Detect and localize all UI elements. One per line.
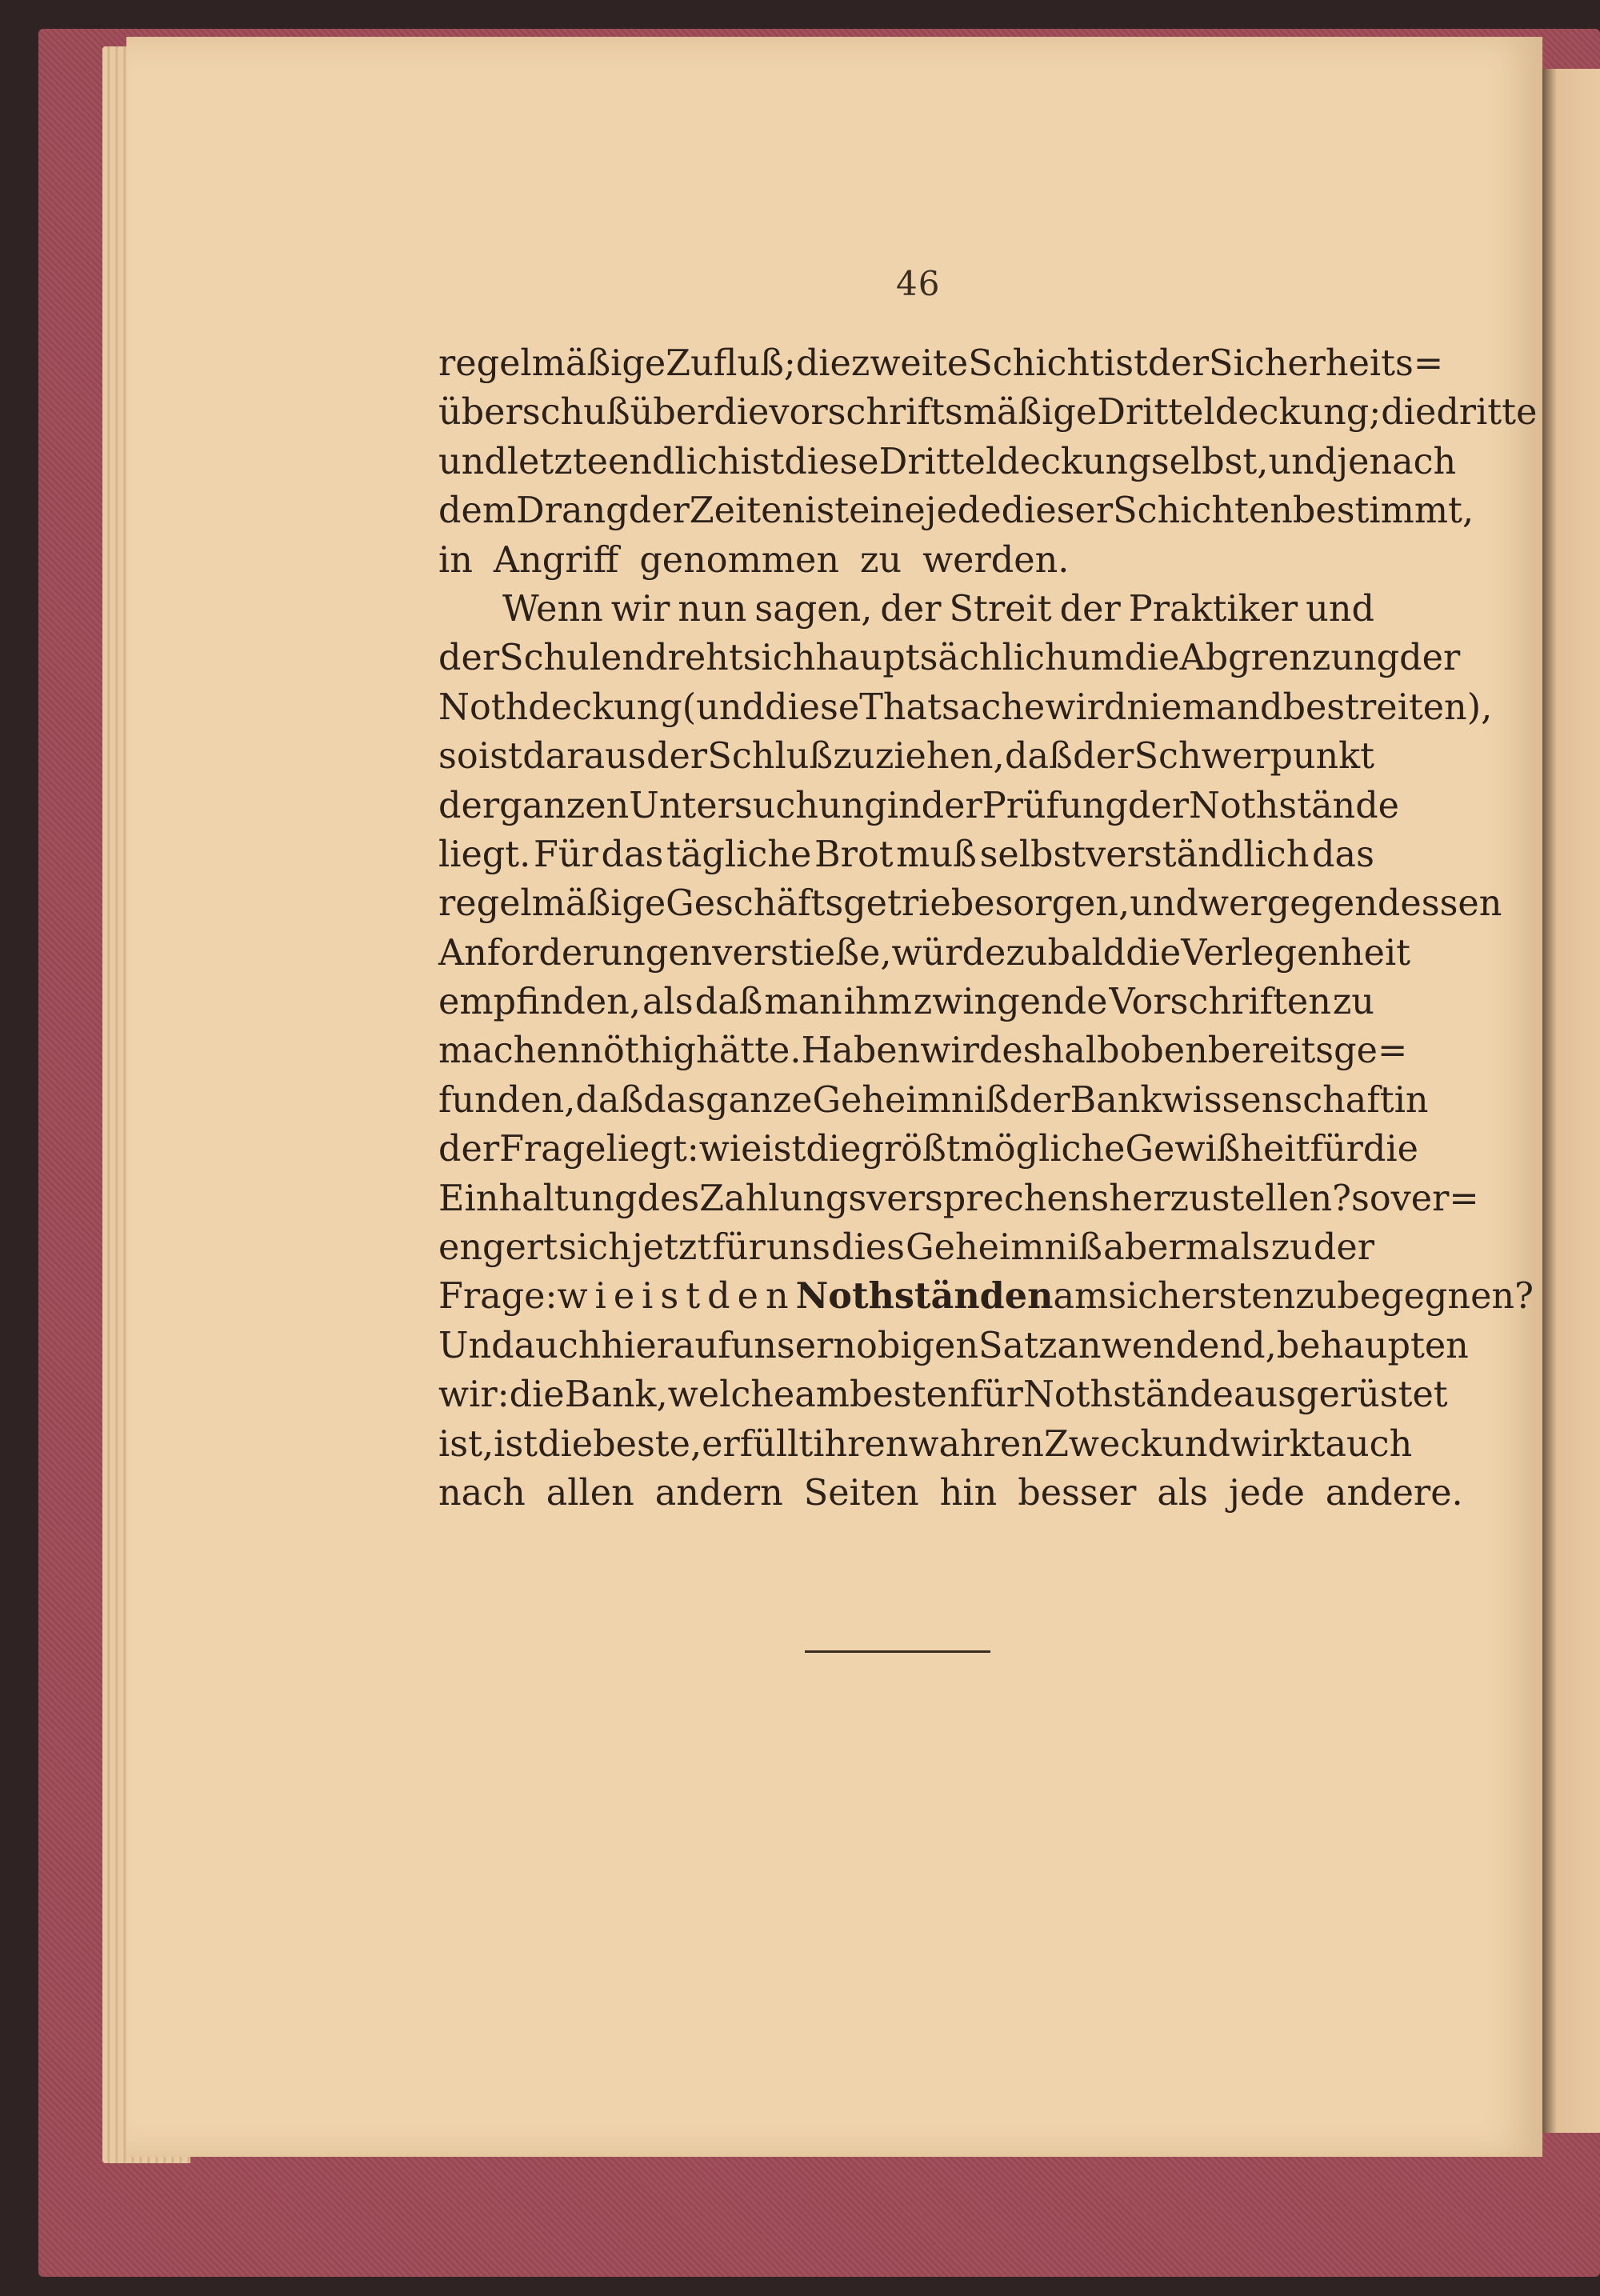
word: daß bbox=[1005, 736, 1073, 778]
word: Geheimniß bbox=[906, 1227, 1103, 1269]
word: ist, bbox=[438, 1423, 494, 1465]
word: Schicht bbox=[968, 343, 1104, 384]
word: der bbox=[921, 785, 982, 826]
word: dem bbox=[438, 490, 517, 532]
word: Zweck bbox=[1043, 1423, 1162, 1465]
word: dreht bbox=[645, 638, 743, 679]
word: zweite bbox=[850, 343, 969, 384]
word: zu bbox=[1332, 982, 1374, 1023]
word: dieser bbox=[1001, 490, 1114, 532]
word: Seiten bbox=[803, 1472, 919, 1514]
word: Zeiten bbox=[689, 490, 806, 532]
word: bestimmt, bbox=[1292, 490, 1474, 532]
word: überschuß bbox=[438, 392, 630, 434]
word: Haben bbox=[801, 1030, 921, 1072]
word: der bbox=[1059, 588, 1121, 630]
word: Frage: bbox=[438, 1276, 558, 1318]
word: andere. bbox=[1325, 1472, 1463, 1514]
word: verstieße, bbox=[712, 932, 892, 974]
word: Praktiker bbox=[1128, 588, 1298, 630]
word: sich bbox=[742, 638, 816, 679]
text-line bbox=[438, 1223, 1374, 1272]
word: ist bbox=[1103, 343, 1148, 384]
word: Nothstände bbox=[1022, 1374, 1234, 1416]
word: der bbox=[1147, 343, 1210, 384]
word: ist bbox=[478, 736, 522, 778]
word: hätte. bbox=[696, 1030, 802, 1072]
word: Bankwissenschaft bbox=[1070, 1079, 1394, 1121]
word: nöthig bbox=[580, 1030, 697, 1072]
word: zu bbox=[1295, 1276, 1338, 1318]
word: den bbox=[707, 1276, 796, 1318]
word: Wenn bbox=[502, 588, 603, 630]
word: Frage bbox=[499, 1129, 606, 1170]
word: endlich bbox=[607, 441, 741, 482]
word: ihm bbox=[843, 982, 912, 1023]
word: Thatsache bbox=[859, 686, 1046, 728]
word: als bbox=[642, 982, 694, 1023]
word: der bbox=[1073, 736, 1134, 778]
word: engert bbox=[438, 1227, 558, 1269]
word: ganzen bbox=[499, 785, 630, 826]
word: hin bbox=[939, 1472, 998, 1514]
word: hierauf bbox=[601, 1325, 731, 1366]
word: wir bbox=[610, 588, 670, 630]
word: Für bbox=[534, 834, 598, 875]
word: liegt: bbox=[606, 1129, 699, 1170]
word: größtmögliche bbox=[861, 1129, 1126, 1170]
facing-page-edge bbox=[1542, 69, 1600, 2133]
word: machen bbox=[438, 1030, 581, 1072]
word: das bbox=[643, 1079, 706, 1121]
word: tägliche bbox=[666, 834, 812, 875]
word: daß bbox=[694, 982, 763, 1023]
word: wir: bbox=[438, 1374, 510, 1416]
text-line bbox=[438, 1174, 1479, 1223]
word: Gewißheit bbox=[1125, 1129, 1310, 1170]
word: am bbox=[794, 1374, 850, 1416]
word: beste, bbox=[593, 1423, 702, 1465]
text-line bbox=[438, 1370, 1448, 1419]
word: ist bbox=[762, 1129, 806, 1170]
word: wirkt bbox=[1230, 1423, 1326, 1465]
word: uns bbox=[766, 1227, 830, 1269]
word: zu bbox=[859, 539, 902, 581]
text-line bbox=[438, 486, 1474, 535]
word: dies bbox=[831, 1227, 905, 1269]
word: Drang bbox=[516, 490, 629, 532]
word: diese bbox=[764, 686, 860, 728]
text-line bbox=[438, 1125, 1418, 1174]
word: zu bbox=[1270, 1227, 1313, 1269]
word: sagen, bbox=[754, 588, 873, 630]
word: über bbox=[630, 392, 714, 434]
word: Zahlungsversprechens bbox=[699, 1178, 1110, 1219]
text-line bbox=[438, 339, 1444, 388]
word: Nothstände bbox=[1189, 785, 1400, 826]
word: die bbox=[1126, 932, 1182, 974]
word: obigen bbox=[856, 1325, 979, 1366]
word: man bbox=[764, 982, 842, 1023]
word: der bbox=[438, 1129, 500, 1170]
word: der bbox=[646, 736, 708, 778]
word: der bbox=[1313, 1227, 1374, 1269]
word: die bbox=[538, 1423, 594, 1465]
word: jede bbox=[925, 490, 1002, 532]
body-text bbox=[438, 339, 1538, 1518]
word: auch bbox=[514, 1325, 602, 1366]
word: oben bbox=[1119, 1030, 1208, 1072]
word: deshalb bbox=[978, 1030, 1120, 1072]
word: der bbox=[1009, 1079, 1070, 1121]
word: wahren bbox=[908, 1423, 1044, 1465]
word: empfinden, bbox=[438, 982, 641, 1023]
word: so bbox=[438, 736, 478, 778]
word: andern bbox=[654, 1472, 783, 1514]
word: Brot bbox=[814, 834, 894, 875]
word: muß bbox=[896, 834, 977, 875]
word: dessen bbox=[1377, 883, 1502, 925]
word: selbst, bbox=[1150, 441, 1269, 482]
word: jede bbox=[1228, 1472, 1305, 1514]
word: Abgrenzung bbox=[1179, 638, 1400, 679]
word: für bbox=[712, 1227, 766, 1269]
word: ihren bbox=[813, 1423, 909, 1465]
word: Einhaltung bbox=[438, 1178, 638, 1219]
word: ist bbox=[805, 490, 850, 532]
word: besten bbox=[849, 1374, 970, 1416]
text-line bbox=[438, 1469, 1463, 1518]
word: in bbox=[1394, 1079, 1429, 1121]
word: als bbox=[1157, 1472, 1208, 1514]
word: eine bbox=[849, 490, 926, 532]
word: der bbox=[1399, 638, 1461, 679]
word: die bbox=[806, 1129, 862, 1170]
word: der bbox=[438, 785, 500, 826]
word: anwendend, bbox=[1057, 1325, 1277, 1366]
word: der bbox=[438, 638, 500, 679]
text-line bbox=[438, 438, 1457, 486]
word: Dritteldeckung bbox=[878, 441, 1151, 482]
word: regelmäßige bbox=[438, 343, 666, 384]
word: nach bbox=[438, 1472, 526, 1514]
word: Vorschriften bbox=[1109, 982, 1331, 1023]
word: regelmäßige bbox=[438, 883, 666, 925]
text-line bbox=[438, 1420, 1413, 1469]
word: Anforderungen bbox=[438, 932, 713, 974]
word: begegnen? bbox=[1337, 1276, 1534, 1318]
text-line bbox=[438, 1272, 1534, 1321]
word: Bank, bbox=[564, 1374, 668, 1416]
word: hauptsächlich bbox=[815, 638, 1068, 679]
word: Geschäftsgetriebe bbox=[666, 883, 995, 925]
word: funden, bbox=[438, 1079, 576, 1121]
word: Satz bbox=[978, 1325, 1058, 1366]
page-number: 46 bbox=[896, 264, 941, 303]
word: herzustellen? bbox=[1109, 1178, 1351, 1219]
word: ganze bbox=[706, 1079, 813, 1121]
word: nach bbox=[1369, 441, 1457, 482]
word: zu bbox=[1006, 932, 1048, 974]
word: der bbox=[628, 490, 690, 532]
word: Prüfung bbox=[982, 785, 1128, 826]
word: ziehen, bbox=[874, 736, 1005, 778]
word: der bbox=[880, 588, 942, 630]
word: Schluß bbox=[707, 736, 834, 778]
word: besser bbox=[1018, 1472, 1137, 1514]
word: vorschriftsmäßige bbox=[769, 392, 1098, 434]
word: jetzt bbox=[631, 1227, 712, 1269]
word: daß bbox=[575, 1079, 644, 1121]
word: des bbox=[637, 1178, 700, 1219]
word: die bbox=[1362, 1129, 1418, 1170]
word: (und bbox=[682, 686, 765, 728]
word: ge= bbox=[1334, 1030, 1408, 1072]
word: behaupten bbox=[1276, 1325, 1469, 1366]
word: die bbox=[795, 343, 851, 384]
word: ist bbox=[494, 1423, 538, 1465]
word: ausgerüstet bbox=[1233, 1374, 1448, 1416]
word: Geheimniß bbox=[812, 1079, 1010, 1121]
word: zu bbox=[833, 736, 875, 778]
word: Sicherheits= bbox=[1209, 343, 1444, 384]
word: Nothständen bbox=[795, 1275, 1054, 1318]
text-line bbox=[438, 1322, 1469, 1370]
word: sich bbox=[558, 1227, 631, 1269]
word: Verlegenheit bbox=[1181, 932, 1411, 974]
word: bald bbox=[1047, 932, 1126, 974]
text-line bbox=[438, 634, 1461, 682]
word: ist bbox=[740, 441, 785, 482]
word: wie bbox=[698, 1129, 762, 1170]
word: liegt. bbox=[438, 834, 531, 875]
word: Zufluß; bbox=[666, 343, 796, 384]
word: würde bbox=[891, 932, 1006, 974]
word: wird bbox=[1045, 686, 1127, 728]
word: niemand bbox=[1126, 686, 1283, 728]
word: und bbox=[438, 441, 507, 482]
text-line bbox=[438, 978, 1374, 1026]
word: Schichten bbox=[1113, 490, 1293, 532]
text-line bbox=[438, 782, 1400, 830]
word: wir bbox=[920, 1030, 979, 1072]
text-line bbox=[438, 929, 1411, 978]
word: und bbox=[1306, 588, 1374, 630]
word: und bbox=[1162, 1423, 1231, 1465]
word: ist bbox=[642, 1276, 708, 1318]
word: Dritteldeckung; bbox=[1097, 392, 1382, 434]
word: das bbox=[601, 834, 664, 875]
text-line bbox=[438, 536, 1374, 585]
word: daraus bbox=[522, 736, 646, 778]
word: Und bbox=[438, 1325, 514, 1366]
word: nun bbox=[678, 588, 747, 630]
word: letzte bbox=[506, 441, 608, 482]
word: die bbox=[714, 392, 770, 434]
word: so bbox=[1351, 1178, 1391, 1219]
word: auch bbox=[1325, 1423, 1413, 1465]
word: in bbox=[438, 539, 473, 581]
word: für bbox=[970, 1374, 1023, 1416]
word: für bbox=[1310, 1129, 1363, 1170]
word: werden. bbox=[922, 539, 1070, 581]
end-rule bbox=[805, 1650, 990, 1653]
word: zwingende bbox=[913, 982, 1108, 1023]
word: und bbox=[1268, 441, 1338, 482]
word: selbstverständlich bbox=[979, 834, 1310, 875]
text-line bbox=[438, 879, 1502, 928]
word: diese bbox=[784, 441, 879, 482]
word: dritte bbox=[1436, 392, 1538, 434]
word: genommen bbox=[639, 539, 839, 581]
text-line bbox=[438, 388, 1538, 437]
word: wer bbox=[1198, 883, 1267, 925]
word: die bbox=[509, 1374, 565, 1416]
word: Angriff bbox=[493, 539, 619, 581]
word: gegen bbox=[1266, 883, 1378, 925]
word: um bbox=[1067, 638, 1125, 679]
word: sorgen, bbox=[994, 883, 1130, 925]
word: am bbox=[1053, 1276, 1109, 1318]
word: wie bbox=[557, 1276, 642, 1318]
text-line bbox=[438, 1076, 1429, 1125]
word: Nothdeckung bbox=[438, 686, 682, 728]
word: bereits bbox=[1207, 1030, 1334, 1072]
word: in bbox=[886, 785, 922, 826]
word: unsern bbox=[730, 1325, 857, 1366]
word: erfüllt bbox=[702, 1423, 814, 1465]
text-line bbox=[438, 830, 1374, 879]
word: Untersuchung bbox=[629, 785, 887, 826]
text-line bbox=[438, 683, 1493, 732]
text-line bbox=[438, 1026, 1408, 1075]
word: je bbox=[1337, 441, 1370, 482]
word: bestreiten), bbox=[1282, 686, 1493, 728]
text-line bbox=[438, 585, 1374, 634]
word: Schulen bbox=[499, 638, 646, 679]
word: die bbox=[1124, 638, 1180, 679]
word: allen bbox=[546, 1472, 634, 1514]
word: und bbox=[1130, 883, 1198, 925]
word: die bbox=[1381, 392, 1437, 434]
word: das bbox=[1312, 834, 1374, 875]
word: welche bbox=[667, 1374, 795, 1416]
word: Schwerpunkt bbox=[1134, 736, 1374, 778]
word: der bbox=[1127, 785, 1190, 826]
text-line bbox=[438, 732, 1374, 781]
word: ver= bbox=[1390, 1178, 1479, 1219]
word: abermals bbox=[1103, 1227, 1270, 1269]
word: sichersten bbox=[1108, 1276, 1296, 1318]
word: Streit bbox=[949, 588, 1052, 630]
